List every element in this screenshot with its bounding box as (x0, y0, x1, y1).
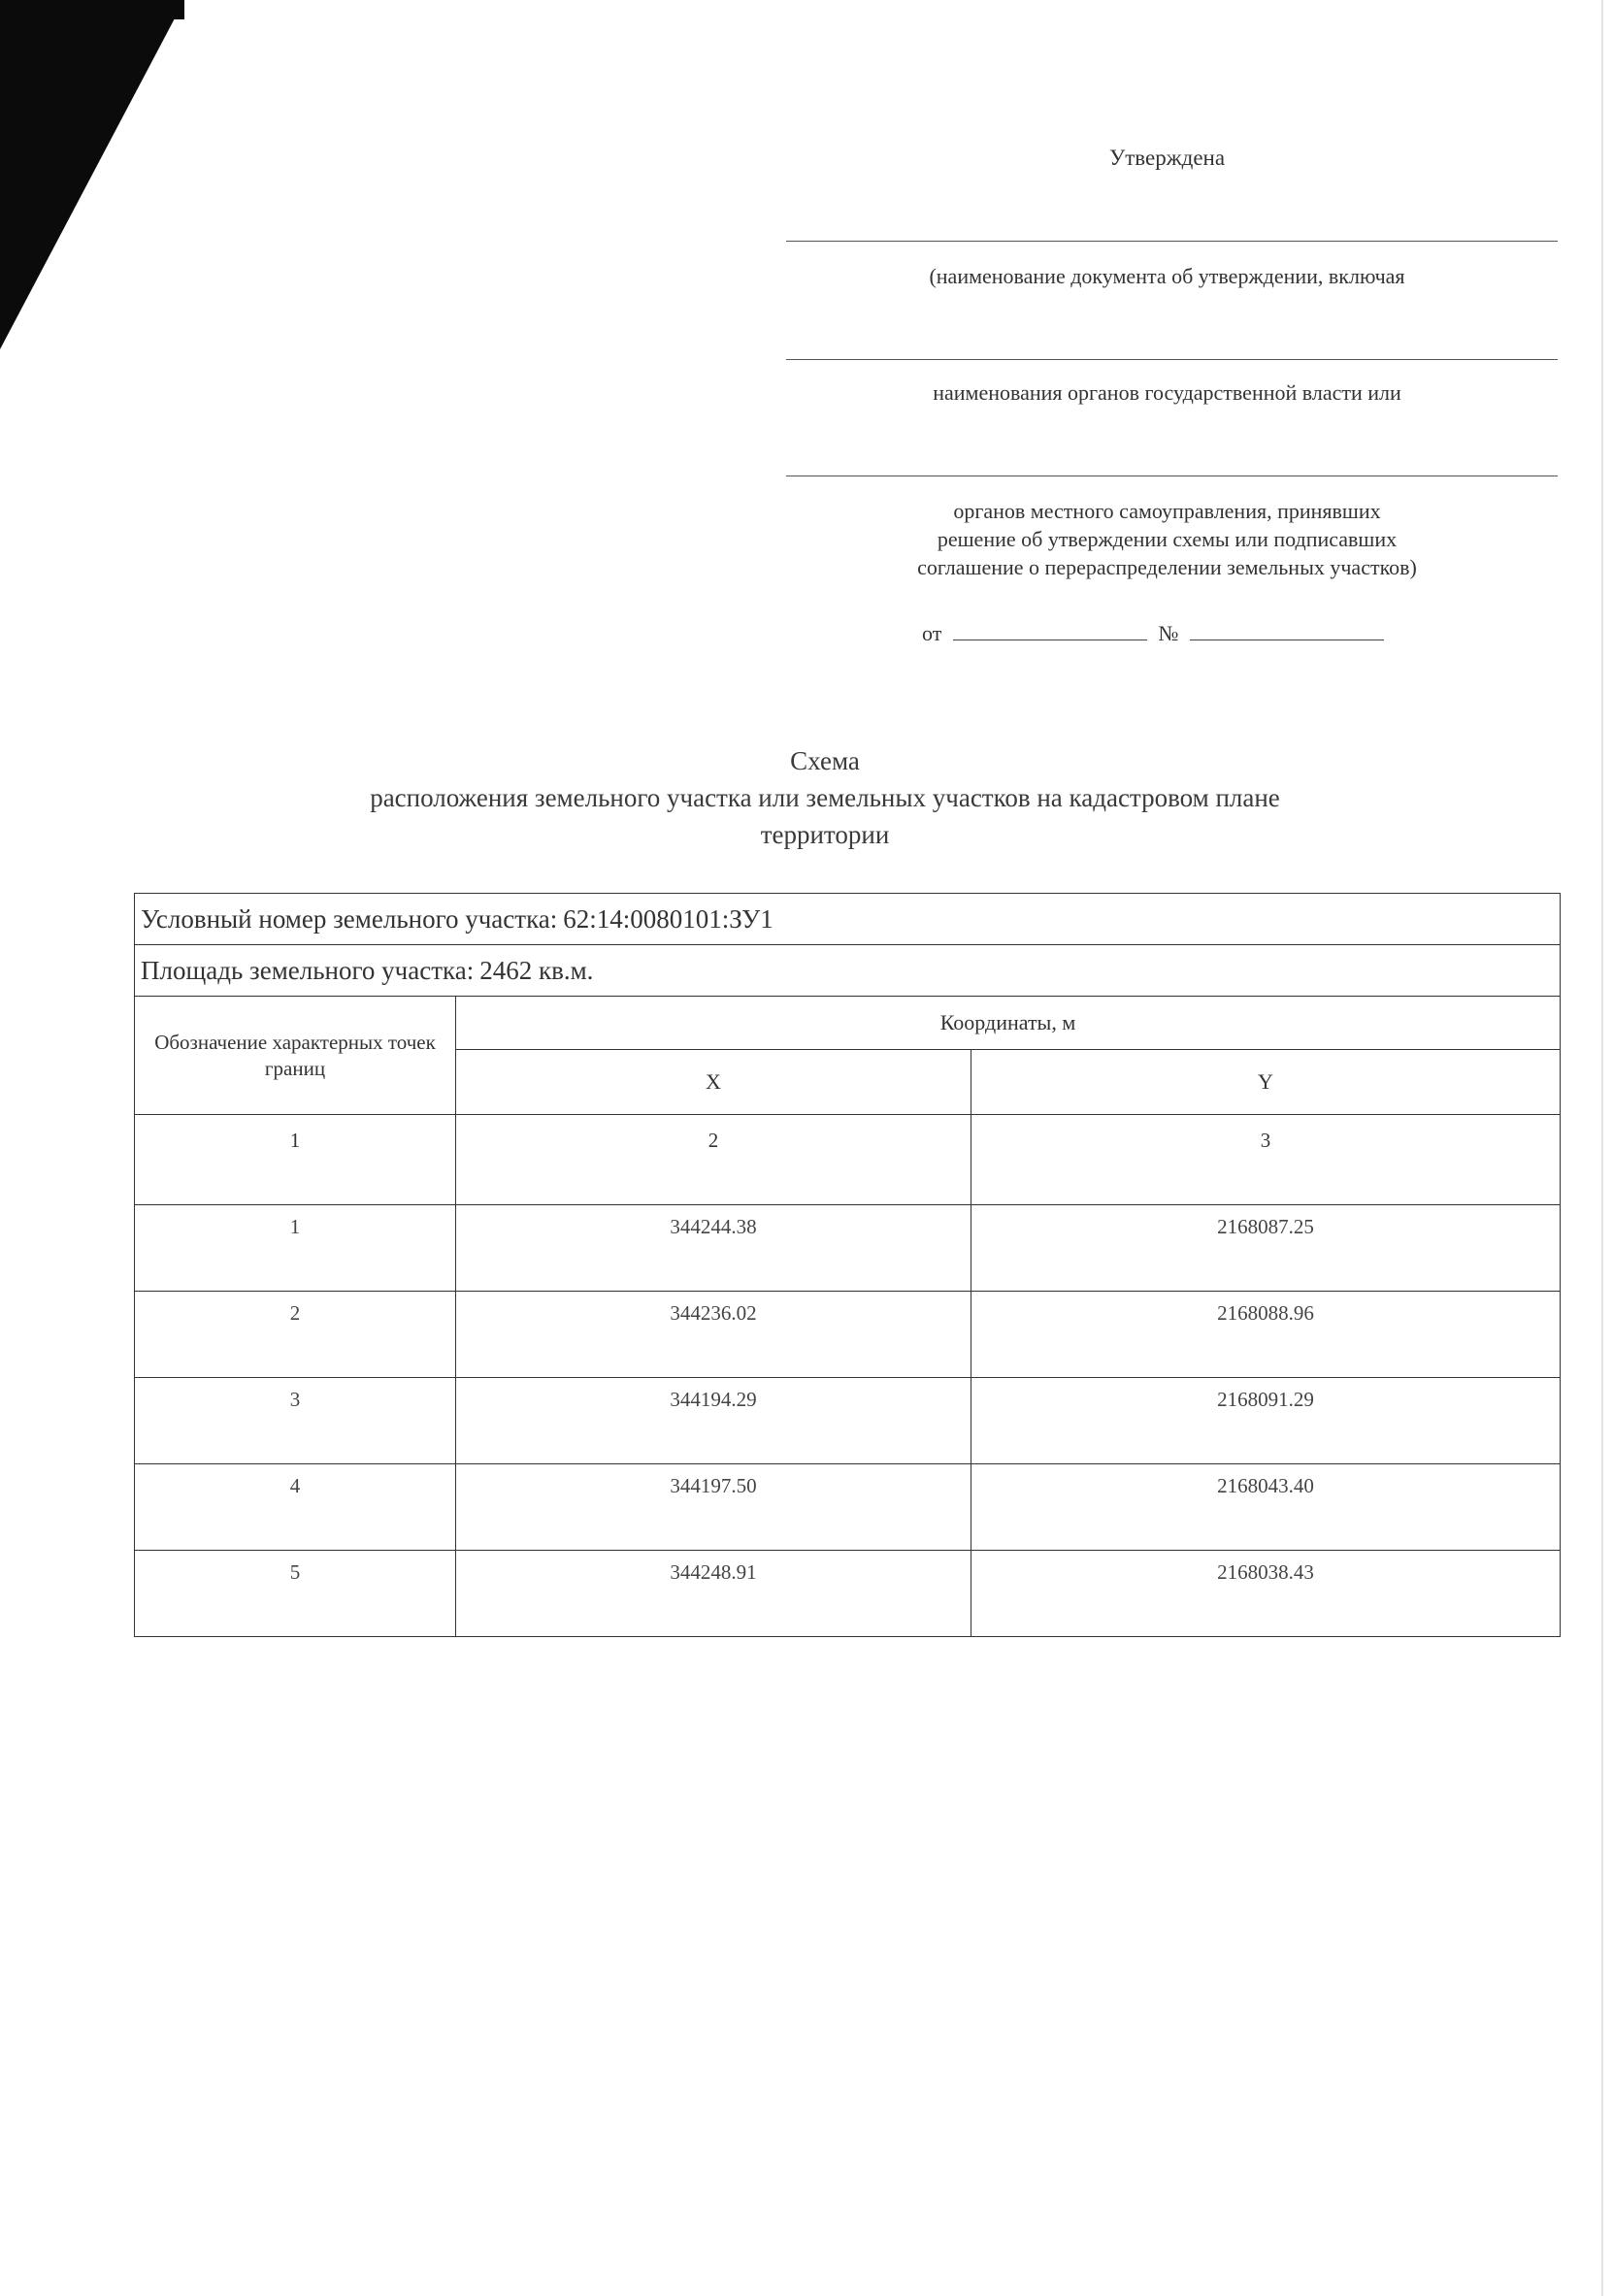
y-cell: 2168091.29 (971, 1378, 1561, 1464)
y-cell: 2168087.25 (971, 1205, 1561, 1292)
conditional-number-label: Условный номер земельного участка: (141, 903, 558, 934)
point-cell: 1 (135, 1205, 456, 1292)
coordinates-table (134, 893, 1561, 1637)
x-cell: 344244.38 (456, 1205, 971, 1292)
area-cell (135, 945, 1561, 997)
column-number-2: 2 (456, 1115, 971, 1205)
x-cell: 344236.02 (456, 1292, 971, 1378)
table-row-conditional-number (135, 894, 1561, 945)
title-line-2: расположения земельного участка или земельных участков на кадастровом плане (370, 783, 1280, 812)
table-row (135, 1464, 1561, 1551)
approval-caption-3-line-3: соглашение о перераспределении земельных участков) (917, 555, 1417, 579)
title-line-1: Схема (790, 746, 860, 775)
approval-caption-3-line-1: органов местного самоуправления, принявших (953, 499, 1381, 523)
area-value: 2462 кв.м. (479, 955, 594, 985)
area-label: Площадь земельного участка: (141, 955, 475, 985)
approval-fill-line-2 (786, 359, 1558, 360)
approval-caption-2: наименования органов государственной власти или (933, 380, 1401, 405)
point-cell: 4 (135, 1464, 456, 1551)
column-number-3: 3 (971, 1115, 1561, 1205)
approved-label: Утверждена (1108, 146, 1226, 170)
point-cell: 2 (135, 1292, 456, 1378)
document-title (155, 742, 1495, 853)
point-cell: 5 (135, 1551, 456, 1637)
approval-fill-line-1 (786, 241, 1558, 242)
y-cell: 2168043.40 (971, 1464, 1561, 1551)
approval-date-number-row (922, 621, 1390, 646)
table-row (135, 1551, 1561, 1637)
x-column-header: X (456, 1050, 971, 1115)
y-cell: 2168088.96 (971, 1292, 1561, 1378)
conditional-number-cell (135, 894, 1561, 945)
x-cell: 344248.91 (456, 1551, 971, 1637)
scan-dark-corner (0, 0, 184, 349)
point-cell: 3 (135, 1378, 456, 1464)
y-column-header: Y (971, 1050, 1561, 1115)
approval-caption-3-line-2: решение об утверждении схемы или подписавших (937, 527, 1398, 551)
column-number-1: 1 (135, 1115, 456, 1205)
table-header-row (135, 997, 1561, 1050)
date-prefix: от (922, 621, 942, 645)
number-blank (1190, 622, 1384, 640)
x-cell: 344194.29 (456, 1378, 971, 1464)
coordinates-column-header: Координаты, м (456, 997, 1561, 1050)
table-row (135, 1205, 1561, 1292)
y-cell: 2168038.43 (971, 1551, 1561, 1637)
table-row-area (135, 945, 1561, 997)
table-row (135, 1378, 1561, 1464)
scan-dark-strip (0, 0, 184, 19)
scan-right-edge (1601, 0, 1603, 2296)
title-line-3: территории (760, 820, 890, 849)
approval-caption-1: (наименование документа об утверждении, включая (929, 264, 1405, 288)
conditional-number-value: 62:14:0080101:ЗУ1 (563, 903, 774, 934)
x-cell: 344197.50 (456, 1464, 971, 1551)
date-blank (953, 622, 1147, 640)
number-sign: № (1158, 621, 1179, 645)
table-row (135, 1292, 1561, 1378)
points-column-header: Обозначение характерных точек границ (135, 997, 456, 1115)
column-numbering-row (135, 1115, 1561, 1205)
